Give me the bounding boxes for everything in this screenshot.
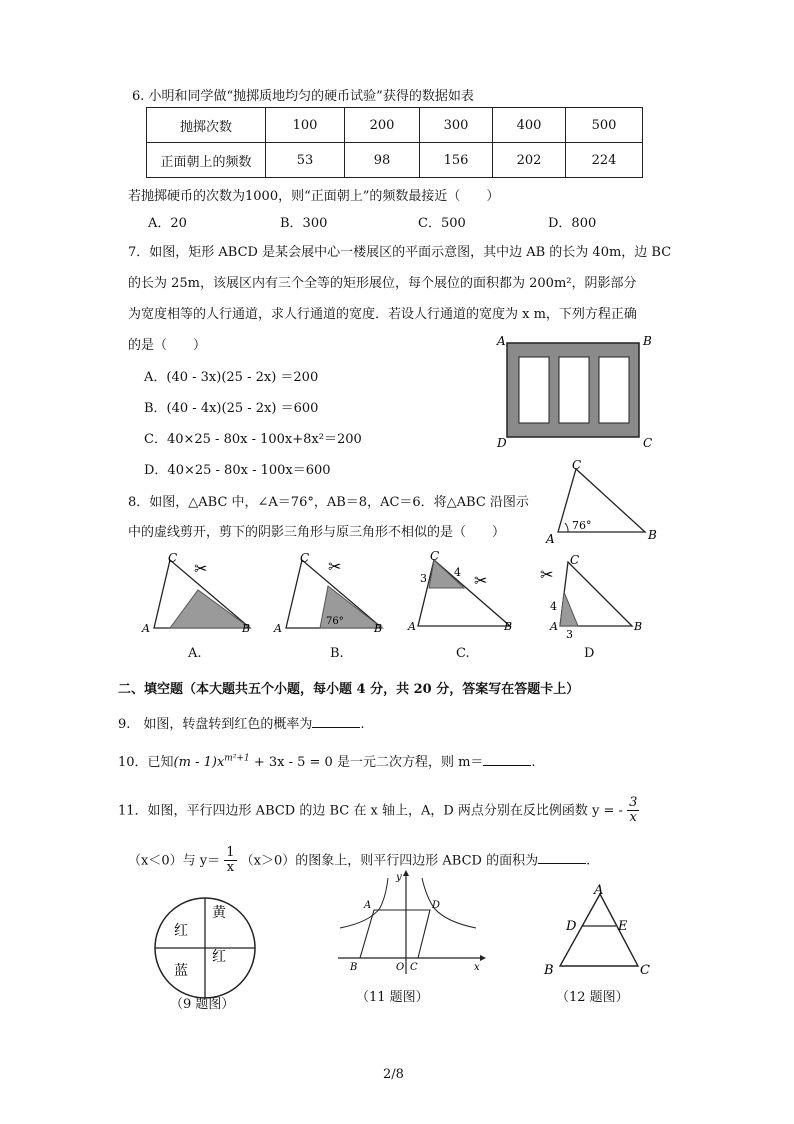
vertex-a: A bbox=[594, 884, 604, 898]
answer-blank bbox=[483, 753, 531, 766]
q11-text-b: （x＞0）的图象上，则平行四边形 ABCD 的面积为 bbox=[240, 853, 539, 869]
vertex-b: B bbox=[242, 622, 251, 635]
vertex-b: B bbox=[504, 620, 513, 633]
axis-x: x bbox=[474, 962, 480, 973]
label-c: C bbox=[643, 436, 653, 450]
q6-option-a: A．20 bbox=[148, 216, 187, 231]
table-cell: 500 bbox=[566, 108, 643, 143]
vertex-a: A bbox=[142, 622, 150, 635]
table-cell: 抛掷次数 bbox=[147, 108, 266, 143]
table-cell: 224 bbox=[566, 143, 643, 178]
denominator: x bbox=[226, 860, 235, 876]
table-cell: 100 bbox=[266, 108, 345, 143]
scissors-icon: ✂ bbox=[474, 571, 488, 590]
q9-text: 9. 如图，转盘转到红色的概率为 bbox=[118, 717, 313, 732]
q7-option-b: B．(40 - 4x)(25 - 2x) ＝600 bbox=[144, 401, 319, 416]
q11-end: . bbox=[586, 853, 591, 869]
spinner-figure bbox=[150, 893, 260, 1003]
fig12-caption: （12 题图） bbox=[556, 990, 629, 1005]
table-cell: 156 bbox=[420, 143, 493, 178]
booth-1 bbox=[519, 357, 549, 423]
q10-prefix: 10．已知 bbox=[118, 755, 174, 770]
table-row bbox=[147, 108, 643, 143]
q6-question: 若抛掷硬币的次数为1000，则“正面朝上”的频数最接近（ ） bbox=[128, 189, 500, 204]
sector-yellow: 黄 bbox=[212, 905, 226, 921]
q8-figure-c bbox=[404, 548, 529, 640]
label-d: D bbox=[497, 436, 507, 450]
table-cell: 202 bbox=[493, 143, 566, 178]
q9 bbox=[118, 713, 365, 732]
point-c: C bbox=[410, 962, 418, 973]
point-b: B bbox=[350, 962, 358, 973]
q8-figure-b bbox=[272, 548, 392, 640]
sector-red: 红 bbox=[212, 949, 226, 965]
scissors-icon: ✂ bbox=[540, 565, 554, 584]
frequency-table bbox=[146, 107, 643, 178]
q6-option-b: B．300 bbox=[280, 216, 328, 231]
numerator: 1 bbox=[226, 845, 235, 860]
vertex-c: C bbox=[572, 458, 582, 472]
q6-stem: 6. 小明和同学做“抛掷质地均匀的硬币试验”获得的数据如表 bbox=[132, 89, 474, 104]
vertex-b: B bbox=[634, 620, 643, 633]
q8-figure-d bbox=[540, 552, 650, 644]
q11-line1 bbox=[118, 796, 639, 826]
q8-line1: 8．如图，△ABC 中，∠A＝76°，AB＝8，AC＝6．将△ABC 沿图示 bbox=[128, 495, 529, 510]
q11-text: 11．如图，平行四边形 ABCD 的边 BC 在 x 轴上，A，D 两点分别在反比例函数 y = - bbox=[118, 803, 623, 819]
q9-end: . bbox=[360, 717, 365, 732]
table-cell: 正面朝上的频数 bbox=[147, 143, 266, 178]
q7-option-c: C．40×25 - 80x - 100x+8x²＝200 bbox=[144, 432, 362, 447]
angle-label: 76° bbox=[326, 616, 344, 627]
q7-line3: 为宽度相等的人行通道，求人行通道的宽度．若设人行通道的宽度为 x m，下列方程正确 bbox=[128, 307, 637, 322]
q10-rest: + 3x - 5 = 0 是一元二次方程，则 m＝ bbox=[249, 755, 484, 770]
length-4: 4 bbox=[454, 566, 461, 579]
vertex-c: C bbox=[570, 553, 580, 567]
fig11-caption: （11 题图） bbox=[356, 990, 429, 1005]
scissors-icon: ✂ bbox=[194, 559, 208, 578]
choice-a-label: A. bbox=[188, 646, 202, 661]
table-cell: 200 bbox=[345, 108, 420, 143]
section-2-heading: 二、填空题（本大题共五个小题，每小题 4 分，共 20 分，答案写在答题卡上） bbox=[118, 682, 580, 697]
vertex-c: C bbox=[168, 551, 178, 565]
answer-blank bbox=[312, 715, 360, 728]
table-cell: 300 bbox=[420, 108, 493, 143]
vertex-c: C bbox=[430, 549, 440, 563]
point-d: D bbox=[432, 900, 441, 911]
choice-c-label: C. bbox=[456, 646, 470, 661]
vertex-a: A bbox=[550, 620, 558, 633]
fig9-caption: （9 题图） bbox=[170, 997, 235, 1012]
table-cell: 98 bbox=[345, 143, 420, 178]
q10-exponent: m²+1 bbox=[224, 753, 250, 764]
point-d: D bbox=[566, 919, 577, 934]
vertex-b: B bbox=[374, 622, 383, 635]
length-4: 4 bbox=[550, 600, 557, 613]
booth-3 bbox=[599, 357, 629, 423]
label-b: B bbox=[643, 334, 652, 348]
vertex-b: B bbox=[544, 963, 554, 978]
point-a: A bbox=[364, 900, 372, 911]
q10-end: . bbox=[531, 755, 536, 770]
fraction-3-over-x bbox=[627, 796, 639, 826]
sector-red: 红 bbox=[174, 923, 188, 939]
triangle-figure bbox=[540, 884, 655, 979]
q8-line2: 中的虚线剪开，剪下的阴影三角形与原三角形不相似的是（ ） bbox=[128, 525, 506, 540]
origin-o: O bbox=[396, 962, 405, 973]
q6-option-c: C．500 bbox=[418, 216, 466, 231]
table-row bbox=[147, 143, 643, 178]
q7-line1: 7．如图，矩形 ABCD 是某会展中心一楼展区的平面示意图，其中边 AB 的长为 40m，边 BC bbox=[128, 245, 672, 260]
table-cell: 400 bbox=[493, 108, 566, 143]
label-a: A bbox=[497, 334, 506, 348]
vertex-a: A bbox=[408, 620, 416, 633]
numerator: 3 bbox=[629, 795, 638, 810]
q6-option-d: D．800 bbox=[548, 216, 597, 231]
page-number: 2/8 bbox=[383, 1067, 404, 1082]
q7-line2: 的长为 25m，该展区内有三个全等的矩形展位，每个展位的面积都为 200m²，阴影部分 bbox=[128, 276, 637, 291]
q10 bbox=[118, 751, 536, 770]
q7-rectangle-figure bbox=[495, 333, 660, 451]
table-cell: 53 bbox=[266, 143, 345, 178]
length-3: 3 bbox=[420, 572, 427, 585]
fraction-1-over-x bbox=[224, 846, 236, 876]
vertex-c: C bbox=[300, 551, 310, 565]
q8-main-triangle bbox=[540, 457, 665, 547]
q8-figure-a bbox=[140, 548, 260, 640]
q7-option-d: D．40×25 - 80x - 100x＝600 bbox=[144, 463, 331, 478]
answer-blank bbox=[538, 851, 586, 864]
coordinate-figure bbox=[330, 866, 490, 976]
q11-text-a: （x＜0）与 y＝ bbox=[128, 853, 221, 869]
q7-option-a: A．(40 - 3x)(25 - 2x) ＝200 bbox=[144, 370, 319, 385]
length-3: 3 bbox=[566, 628, 573, 641]
vertex-c: C bbox=[640, 963, 650, 978]
choice-b-label: B. bbox=[330, 646, 344, 661]
sector-blue: 蓝 bbox=[174, 963, 188, 979]
booth-2 bbox=[559, 357, 589, 423]
angle-label: 76° bbox=[572, 519, 592, 532]
vertex-a: A bbox=[546, 532, 555, 546]
q10-equation: (m - 1)x bbox=[173, 755, 225, 770]
vertex-b: B bbox=[648, 528, 657, 542]
vertex-a: A bbox=[274, 622, 282, 635]
denominator: x bbox=[629, 810, 637, 826]
point-e: E bbox=[618, 919, 628, 934]
scissors-icon: ✂ bbox=[328, 557, 342, 576]
axis-y: y bbox=[396, 872, 402, 883]
q7-line4: 的是（ ） bbox=[128, 338, 207, 353]
choice-d-label: D bbox=[584, 646, 595, 661]
